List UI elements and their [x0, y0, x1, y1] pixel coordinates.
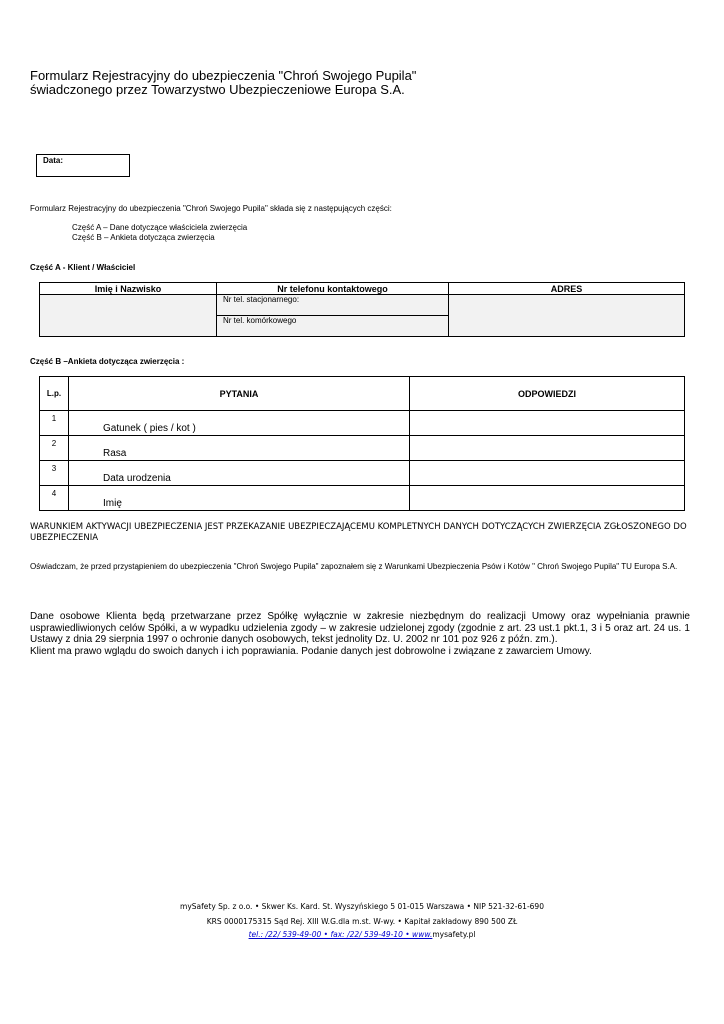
parts-list: [72, 223, 247, 243]
question-species: Gatunek ( pies / kot ): [69, 411, 410, 436]
table-row: [40, 436, 685, 461]
data-protection-clause: [30, 611, 690, 657]
col-address-header: ADRES: [449, 283, 685, 295]
row-number: 1: [40, 411, 69, 436]
footer-registry-line: KRS 0000175315 Sąd Rej. XIII W.G.dla m.st. W-wy. • Kapitał zakładowy 890 500 ZŁ: [206, 917, 518, 926]
document-title: [30, 69, 416, 97]
col-phone-header: Nr telefonu kontaktowego: [217, 283, 449, 295]
answer-birthdate-field[interactable]: [410, 461, 685, 486]
client-table: [39, 282, 685, 337]
col-name-header: Imię i Nazwisko: [40, 283, 217, 295]
declaration-text: Oświadczam, że przed przystąpieniem do ubezpieczenia "Chroń Swojego Pupila" zapoznałem się z Warunkami Ubezpieczenia Psów i Kotów " Chroń Swojego Pupila" TU Europa S.A.: [30, 562, 678, 571]
question-breed: Rasa: [69, 436, 410, 461]
landline-field[interactable]: [217, 295, 449, 316]
mobile-field[interactable]: [217, 316, 449, 337]
row-number: 3: [40, 461, 69, 486]
name-field[interactable]: [40, 295, 217, 337]
client-rights-text: Klient ma prawo wglądu do swoich danych i ich poprawiania. Podanie danych jest dobrowolne i związane z zawarciem Umowy.: [30, 645, 592, 657]
date-label: Data:: [43, 156, 64, 165]
table-row: [40, 486, 685, 511]
col-answers-header: ODPOWIEDZI: [410, 377, 685, 411]
date-field[interactable]: [36, 154, 130, 177]
address-field[interactable]: [449, 295, 685, 337]
part-a-item: Część A – Dane dotyczące właściciela zwierzęcia: [72, 223, 248, 232]
mobile-label: Nr tel. komórkowego: [223, 316, 297, 325]
question-pet-name: Imię: [69, 486, 410, 511]
answer-species-field[interactable]: [410, 411, 685, 436]
table-row: [40, 461, 685, 486]
intro-text: Formularz Rejestracyjny do ubezpieczenia "Chroń Swojego Pupila" składa się z następujących części:: [30, 204, 392, 213]
part-b-item: Część B – Ankieta dotycząca zwierzęcia: [72, 233, 215, 242]
questionnaire-table: [39, 376, 685, 511]
section-b-heading: Część B –Ankieta dotycząca zwierzęcia :: [30, 357, 185, 366]
footer-company-line: mySafety Sp. z o.o. • Skwer Ks. Kard. St. Wyszyńskiego 5 01-015 Warszawa • NIP 521-32-61-690: [180, 902, 544, 911]
question-birthdate: Data urodzenia: [69, 461, 410, 486]
col-questions-header: PYTANIA: [69, 377, 410, 411]
contact-link[interactable]: tel.: /22/ 539-49-00 • fax: /22/ 539-49-10 • www.: [248, 930, 433, 939]
answer-pet-name-field[interactable]: [410, 486, 685, 511]
website-domain: mysafety.pl: [432, 930, 476, 939]
table-row: [40, 411, 685, 436]
col-lp-header: L.p.: [40, 377, 69, 411]
section-a-heading: Część A - Klient / Właściciel: [30, 263, 136, 272]
row-number: 4: [40, 486, 69, 511]
landline-label: Nr tel. stacjonarnego:: [223, 295, 300, 304]
answer-breed-field[interactable]: [410, 436, 685, 461]
footer-contact-line: [0, 930, 724, 939]
row-number: 2: [40, 436, 69, 461]
title-line-2: świadczonego przez Towarzystwo Ubezpieczeniowe Europa S.A.: [30, 82, 405, 97]
data-protection-text: Dane osobowe Klienta będą przetwarzane przez Spółkę wyłącznie w zakresie niezbędnym do realizacji Umowy oraz wypełniania prawnie usprawiedliwionych celów Spółki, a w wypadku udzielenia zgody – w zakresie udzielonej zgody (zgodnie z art. 23 ust.1 pkt.1, 3 i 5 oraz art. 24 us. 1 Ustawy z dnia 29 sierpnia 1997 o ochronie danych osobowych, tekst jednolity Dz. U. 2002 nr 101 poz 926 z późn. zm.).: [30, 611, 690, 645]
activation-condition: WARUNKIEM AKTYWACJI UBEZPIECZENIA JEST PRZEKAZANIE UBEZPIECZAJĄCEMU KOMPLETNYCH DANYCH DOTYCZĄCYCH ZWIERZĘCIA ZGŁOSZONEGO DO UBEZPIECZENIA: [30, 522, 687, 543]
title-line-1: Formularz Rejestracyjny do ubezpieczenia "Chroń Swojego Pupila": [30, 68, 417, 83]
